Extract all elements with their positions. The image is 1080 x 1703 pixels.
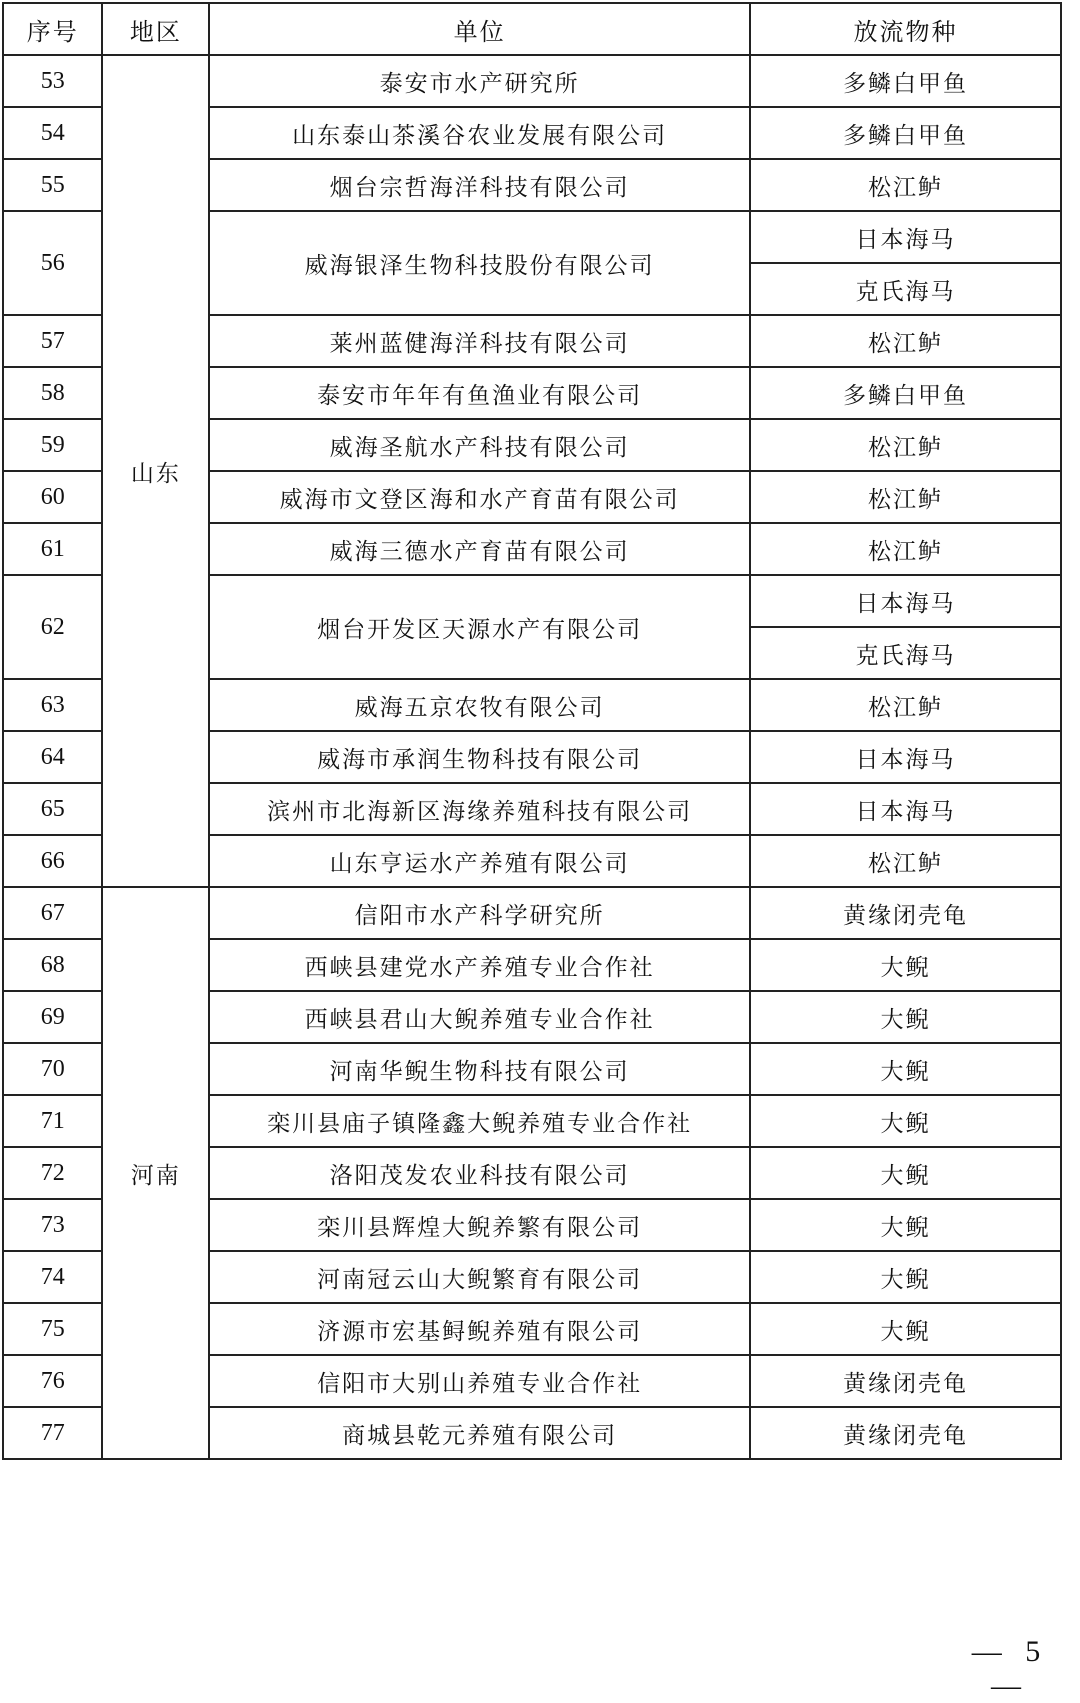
species-cell: 松江鲈	[750, 315, 1061, 367]
serial-number-cell: 55	[3, 159, 102, 211]
unit-name-cell: 泰安市水产研究所	[209, 55, 750, 107]
species-cell: 松江鲈	[750, 835, 1061, 887]
serial-number-cell: 74	[3, 1251, 102, 1303]
unit-name-cell: 威海市承润生物科技有限公司	[209, 731, 750, 783]
species-cell: 多鳞白甲鱼	[750, 55, 1061, 107]
serial-number-cell: 63	[3, 679, 102, 731]
header-region: 地区	[102, 3, 209, 55]
table-row	[3, 55, 1061, 107]
serial-number-cell: 65	[3, 783, 102, 835]
species-cell: 日本海马	[750, 211, 1061, 263]
serial-number-cell: 72	[3, 1147, 102, 1199]
species-cell: 大鲵	[750, 939, 1061, 991]
region-cell: 山东	[102, 55, 209, 887]
unit-name-cell: 莱州蓝健海洋科技有限公司	[209, 315, 750, 367]
serial-number-cell: 56	[3, 211, 102, 315]
serial-number-cell: 77	[3, 1407, 102, 1459]
serial-number-cell: 71	[3, 1095, 102, 1147]
unit-name-cell: 山东泰山茶溪谷农业发展有限公司	[209, 107, 750, 159]
unit-name-cell: 泰安市年年有鱼渔业有限公司	[209, 367, 750, 419]
serial-number-cell: 69	[3, 991, 102, 1043]
unit-name-cell: 山东亨运水产养殖有限公司	[209, 835, 750, 887]
serial-number-cell: 57	[3, 315, 102, 367]
unit-name-cell: 商城县乾元养殖有限公司	[209, 1407, 750, 1459]
species-cell: 多鳞白甲鱼	[750, 107, 1061, 159]
unit-name-cell: 济源市宏基鲟鲵养殖有限公司	[209, 1303, 750, 1355]
unit-name-cell: 烟台开发区天源水产有限公司	[209, 575, 750, 679]
serial-number-cell: 68	[3, 939, 102, 991]
unit-name-cell: 威海五京农牧有限公司	[209, 679, 750, 731]
serial-number-cell: 73	[3, 1199, 102, 1251]
species-cell: 克氏海马	[750, 263, 1061, 315]
species-cell: 大鲵	[750, 1043, 1061, 1095]
serial-number-cell: 61	[3, 523, 102, 575]
unit-name-cell: 栾川县庙子镇隆鑫大鲵养殖专业合作社	[209, 1095, 750, 1147]
release-unit-table	[2, 2, 1062, 1460]
unit-name-cell: 威海三德水产育苗有限公司	[209, 523, 750, 575]
species-cell: 黄缘闭壳龟	[750, 1407, 1061, 1459]
unit-name-cell: 栾川县辉煌大鲵养繁有限公司	[209, 1199, 750, 1251]
species-cell: 松江鲈	[750, 419, 1061, 471]
serial-number-cell: 67	[3, 887, 102, 939]
unit-name-cell: 西峡县建党水产养殖专业合作社	[209, 939, 750, 991]
unit-name-cell: 烟台宗哲海洋科技有限公司	[209, 159, 750, 211]
species-cell: 黄缘闭壳龟	[750, 887, 1061, 939]
unit-name-cell: 信阳市水产科学研究所	[209, 887, 750, 939]
table-body	[3, 55, 1061, 1459]
unit-name-cell: 威海市文登区海和水产育苗有限公司	[209, 471, 750, 523]
unit-name-cell: 西峡县君山大鲵养殖专业合作社	[209, 991, 750, 1043]
serial-number-cell: 58	[3, 367, 102, 419]
unit-name-cell: 河南华鲵生物科技有限公司	[209, 1043, 750, 1095]
species-cell: 大鲵	[750, 1199, 1061, 1251]
header-unit: 单位	[209, 3, 750, 55]
species-cell: 大鲵	[750, 1303, 1061, 1355]
species-cell: 大鲵	[750, 1095, 1061, 1147]
species-cell: 大鲵	[750, 991, 1061, 1043]
header-species: 放流物种	[750, 3, 1061, 55]
species-cell: 松江鲈	[750, 523, 1061, 575]
species-cell: 克氏海马	[750, 627, 1061, 679]
species-cell: 日本海马	[750, 575, 1061, 627]
species-cell: 黄缘闭壳龟	[750, 1355, 1061, 1407]
species-cell: 大鲵	[750, 1147, 1061, 1199]
unit-name-cell: 威海圣航水产科技有限公司	[209, 419, 750, 471]
serial-number-cell: 76	[3, 1355, 102, 1407]
species-cell: 大鲵	[750, 1251, 1061, 1303]
unit-name-cell: 洛阳茂发农业科技有限公司	[209, 1147, 750, 1199]
serial-number-cell: 59	[3, 419, 102, 471]
serial-number-cell: 62	[3, 575, 102, 679]
species-cell: 松江鲈	[750, 159, 1061, 211]
serial-number-cell: 75	[3, 1303, 102, 1355]
unit-name-cell: 信阳市大别山养殖专业合作社	[209, 1355, 750, 1407]
table-row	[3, 887, 1061, 939]
region-cell: 河南	[102, 887, 209, 1459]
header-serial-number: 序号	[3, 3, 102, 55]
serial-number-cell: 53	[3, 55, 102, 107]
serial-number-cell: 66	[3, 835, 102, 887]
unit-name-cell: 河南冠云山大鲵繁育有限公司	[209, 1251, 750, 1303]
species-cell: 日本海马	[750, 783, 1061, 835]
table-header-row	[3, 3, 1061, 55]
species-cell: 多鳞白甲鱼	[750, 367, 1061, 419]
serial-number-cell: 70	[3, 1043, 102, 1095]
page-number: — 5 —	[971, 1635, 1049, 1702]
species-cell: 日本海马	[750, 731, 1061, 783]
unit-name-cell: 滨州市北海新区海缘养殖科技有限公司	[209, 783, 750, 835]
serial-number-cell: 54	[3, 107, 102, 159]
unit-name-cell: 威海银泽生物科技股份有限公司	[209, 211, 750, 315]
serial-number-cell: 64	[3, 731, 102, 783]
species-cell: 松江鲈	[750, 679, 1061, 731]
species-cell: 松江鲈	[750, 471, 1061, 523]
serial-number-cell: 60	[3, 471, 102, 523]
